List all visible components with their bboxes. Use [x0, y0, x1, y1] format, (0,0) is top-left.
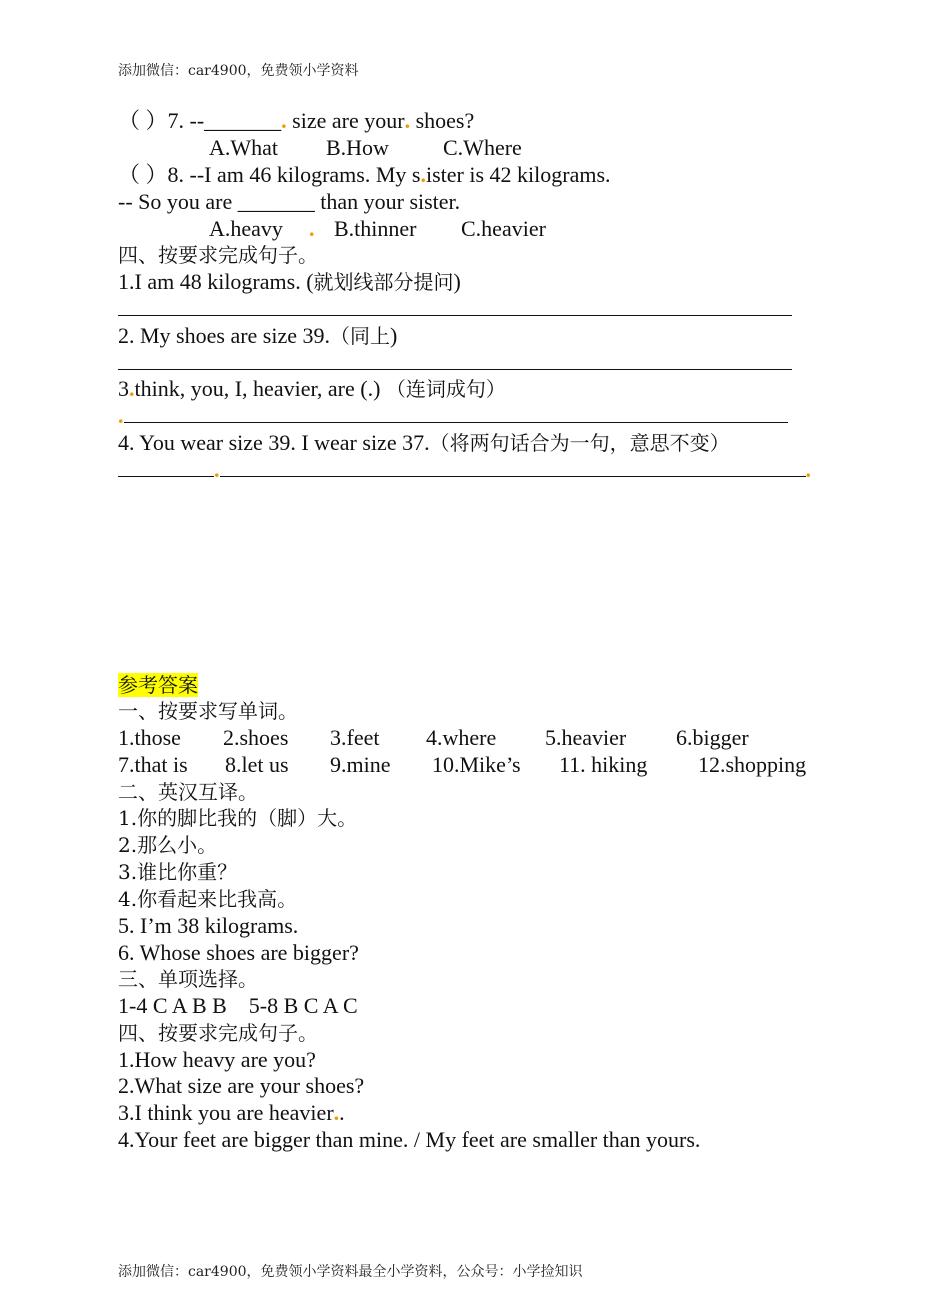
q7-stem-b: size are your	[286, 108, 405, 133]
answers-s1-row-1	[118, 725, 749, 751]
answers-s1-title: 一、按要求写单词。	[118, 699, 298, 723]
section-4-title: 四、按要求完成句子。	[118, 243, 318, 267]
answers-s1-row-2	[118, 752, 806, 778]
q7-stem-c: shoes?	[410, 108, 475, 133]
q8-stem-b: ister is 42 kilograms.	[425, 162, 611, 187]
answer-line-4	[118, 457, 811, 483]
q7-dot-mark: .	[281, 108, 287, 133]
q7-option-c: C.Where	[443, 135, 522, 160]
blank-line	[118, 369, 792, 370]
q8-option-c: C.heavier	[461, 216, 546, 241]
q7-option-a: A.What	[209, 135, 279, 160]
answer-cell: 7.that is	[118, 752, 188, 777]
answers-s3-title: 三、单项选择。	[118, 967, 258, 991]
s4-dot-mark: .	[333, 1100, 340, 1125]
answers-s4-item-2: 2.What size are your shoes?	[118, 1073, 365, 1098]
q7-dot-mark-2: .	[404, 108, 411, 133]
answer-cell: 10.Mike’s	[432, 752, 521, 777]
answer-cell: 9.mine	[330, 752, 391, 777]
q8-option-b: B.thinner	[334, 216, 417, 241]
answers-title: 参考答案	[118, 673, 198, 697]
answers-s2-item-2: 2.那么小。	[118, 833, 218, 857]
page-header: 添加微信：car4900，免费领小学资料	[118, 63, 359, 79]
section4-item-2: 2. My shoes are size 39.（同上)	[118, 323, 398, 348]
q8-option-a: A.heavy	[209, 216, 283, 241]
answer-paren: （ ）	[118, 108, 168, 133]
answers-s2-title: 二、英汉互译。	[118, 780, 258, 804]
section4-item-4: 4. You wear size 39. I wear size 37.（将两句话合为一句，意思不变）	[118, 430, 730, 455]
answer-cell: 4.where	[426, 725, 497, 750]
q8-dot-mark: .	[420, 162, 426, 187]
answers-s2-item-6: 6. Whose shoes are bigger?	[118, 940, 359, 965]
section4-item-1: 1.I am 48 kilograms. (就划线部分提问)	[118, 269, 461, 294]
q8-dot-mark: .	[309, 216, 315, 241]
q7-stem-a: 7. --_______	[167, 108, 282, 133]
section4-item-3: 3.think, you, I, heavier, are (.) （连词成句）	[118, 376, 506, 401]
blank-line	[118, 476, 214, 477]
answers-s4-item-1: 1.How heavy are you?	[118, 1047, 316, 1072]
answers-s2-item-4: 4.你看起来比我高。	[118, 887, 298, 911]
blank-line	[124, 422, 788, 423]
line4-dot-mark-end: .	[805, 457, 811, 482]
answer-cell: 12.shopping	[698, 752, 807, 777]
answers-s4-title: 四、按要求完成句子。	[118, 1021, 318, 1045]
answer-cell: 2.shoes	[223, 725, 289, 750]
answers-s2-item-5: 5. I’m 38 kilograms.	[118, 913, 299, 938]
q7-options	[209, 135, 522, 161]
question-8	[118, 162, 611, 188]
q8-options	[209, 216, 546, 242]
answers-s2-item-3: 3.谁比你重？	[118, 860, 238, 884]
item3-dot-mark: .	[129, 376, 135, 401]
question-7	[118, 108, 474, 134]
q8-stem-a: 8. --I am 46 kilograms. My s	[167, 162, 421, 187]
answers-s3-text: 1-4 C A B B 5-8 B C A C	[118, 993, 358, 1018]
blank-line	[118, 315, 792, 316]
answer-line-2	[118, 350, 792, 376]
answer-line-1	[118, 296, 792, 322]
answer-cell: 6.bigger	[676, 725, 749, 750]
answer-cell: 5.heavier	[545, 725, 627, 750]
answers-s4-item-4: 4.Your feet are bigger than mine. / My feet are smaller than yours.	[118, 1127, 701, 1152]
page-footer: 添加微信：car4900，免费领小学资料最全小学资料，公众号：小学捡知识	[118, 1264, 583, 1280]
answer-cell: 3.feet	[330, 725, 380, 750]
line3-dot-mark: .	[118, 403, 124, 428]
answer-line-3	[118, 403, 788, 429]
q8-line-2: -- So you are _______ than your sister.	[118, 189, 461, 214]
answer-cell: 1.those	[118, 725, 181, 750]
q7-option-b: B.How	[326, 135, 389, 160]
answer-cell: 8.let us	[225, 752, 289, 777]
answer-cell: 11. hiking	[559, 752, 648, 777]
line4-dot-mark: .	[214, 457, 220, 482]
blank-line	[220, 476, 806, 477]
answers-s4-item-3: 3.I think you are heavier..	[118, 1100, 345, 1125]
answers-s2-item-1: 1.你的脚比我的（脚）大。	[118, 806, 358, 830]
answer-paren: （ ）	[118, 162, 168, 187]
